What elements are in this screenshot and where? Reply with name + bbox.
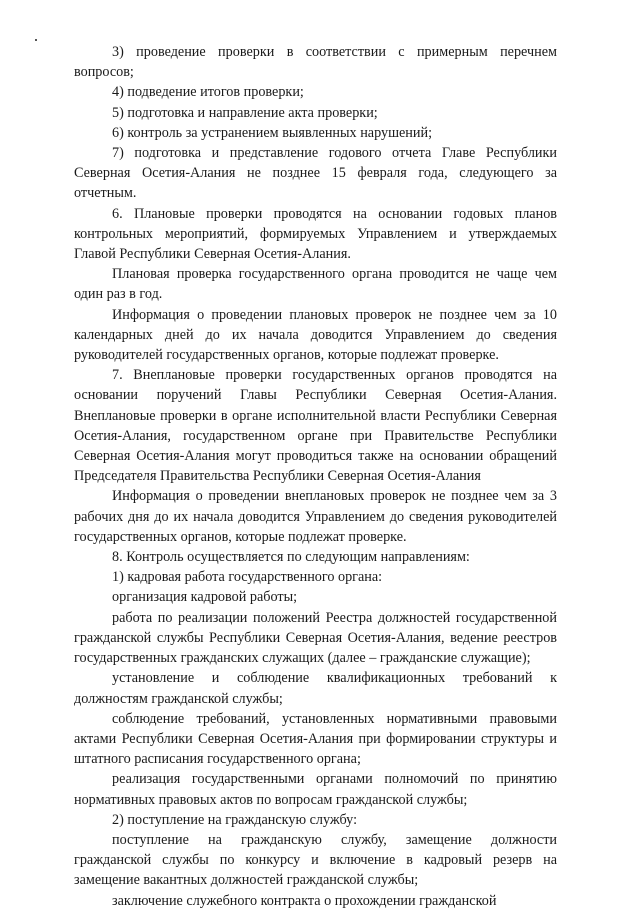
paragraph: 8. Контроль осуществляется по следующим направлениям: bbox=[112, 549, 470, 566]
document-body bbox=[74, 42, 557, 911]
paragraph: 6) контроль за устранением выявленных нарушений; bbox=[112, 124, 433, 141]
paragraph: Информация о проведении внеплановых проверок не позднее чем за 3 рабочих дня до их начала доводится Управлением до сведения руководителей государственных органов, которые подлежат проверке. bbox=[74, 488, 557, 545]
paragraph: 6. Плановые проверки проводятся на основании годовых планов контрольных мероприятий, формируемых Управлением и утверждаемых Главой Республики Северная Осетия-Алания. bbox=[74, 205, 557, 263]
paragraph: 2) поступление на гражданскую службу: bbox=[112, 811, 358, 828]
paragraph: 7. Внеплановые проверки государственных органов проводятся на основании поручений Главы Республики Северная Осетия-Алания. Внеплановые проверки в органе исполнительной власти Республики Северная Осетия-Алания, государственном органе при Правительстве Республики Северная Осетия-Алания могут проводиться также на основании обращений Председателя Правительства Республики Северная Осетия-Алания bbox=[74, 367, 557, 485]
paragraph: 7) подготовка и представление годового отчета Главе Республики Северная Осетия-Алания не позднее 15 февраля года, следующего за отчетным. bbox=[74, 145, 557, 202]
paragraph: соблюдение требований, установленных нормативными правовыми актами Республики Северная Осетия-Алания при формировании структуры и штатного расписания государственного органа; bbox=[74, 710, 557, 768]
paragraph: работа по реализации положений Реестра должностей государственной гражданской службы Республики Северная Осетия-Алания, ведение реестров государственных гражданских служащих (далее – гражданские служащие); bbox=[74, 609, 557, 667]
paragraph: 4) подведение итогов проверки; bbox=[112, 84, 304, 101]
paragraph: реализация государственными органами полномочий по принятию нормативных правовых актов по вопросам гражданской службы; bbox=[74, 771, 557, 808]
paragraph: 1) кадровая работа государственного органа: bbox=[112, 569, 383, 586]
paragraph: организация кадровой работы; bbox=[112, 589, 298, 606]
paragraph: заключение служебного контракта о прохождении гражданской bbox=[112, 892, 497, 909]
paragraph: Плановая проверка государственного органа проводится не чаще чем один раз в год. bbox=[74, 266, 557, 303]
scan-speck bbox=[35, 39, 37, 41]
paragraph: установление и соблюдение квалификационных требований к должностям гражданской службы; bbox=[74, 670, 557, 707]
paragraph: 5) подготовка и направление акта проверки; bbox=[112, 104, 378, 121]
paragraph: Информация о проведении плановых проверок не позднее чем за 10 календарных дней до их начала доводится Управлением до сведения руководителей государственных органов, которые подлежат проверке. bbox=[74, 306, 557, 364]
paragraph: поступление на гражданскую службу, замещение должности гражданской службы по конкурсу и включение в кадровый резерв на замещение вакантных должностей гражданской службы; bbox=[74, 831, 557, 889]
paragraph: 3) проведение проверки в соответствии с примерным перечнем вопросов; bbox=[74, 44, 557, 81]
